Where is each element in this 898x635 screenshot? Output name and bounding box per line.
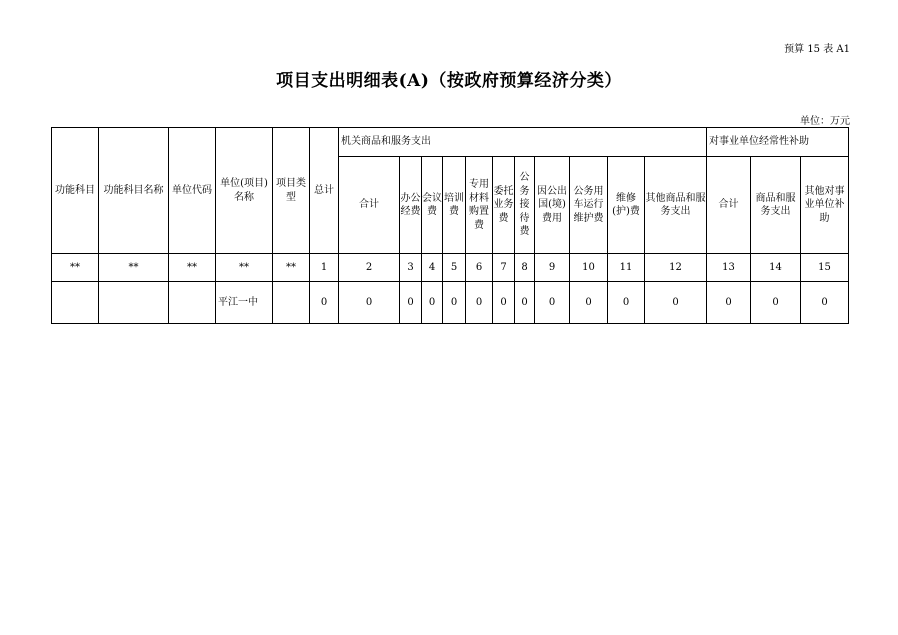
unit-label: 单位：万元 — [800, 116, 850, 127]
table-cell: 0 — [570, 282, 608, 324]
table-code: 预算 15 表 A1 — [784, 44, 850, 55]
table-row — [52, 282, 849, 324]
table-cell: 0 — [400, 282, 422, 324]
table-cell: 0 — [535, 282, 570, 324]
table-cell: 0 — [707, 282, 751, 324]
header-unit-name: 单位(项目)名称 — [216, 128, 273, 254]
table-cell: 13 — [707, 254, 751, 282]
index-row — [52, 254, 849, 282]
table-cell: 0 — [422, 282, 443, 324]
table-cell: 5 — [443, 254, 466, 282]
table-cell: 0 — [515, 282, 535, 324]
group-header-agency: 机关商品和服务支出 — [339, 128, 707, 157]
header-commission: 委托业务费 — [493, 157, 515, 254]
header-reception: 公务接待费 — [515, 157, 535, 254]
table-cell: 8 — [515, 254, 535, 282]
header-other-subsidy: 其他对事业单位补助 — [801, 157, 849, 254]
table-cell: ** — [52, 254, 99, 282]
table-cell: 0 — [339, 282, 400, 324]
header-proj-type: 项目类型 — [273, 128, 310, 254]
table-cell: 6 — [466, 254, 493, 282]
header-meeting: 会议费 — [422, 157, 443, 254]
table-cell: 0 — [493, 282, 515, 324]
header-total: 总计 — [310, 128, 339, 254]
header-repair: 维修(护)费 — [608, 157, 645, 254]
header-unit-code: 单位代码 — [169, 128, 216, 254]
table-cell: 4 — [422, 254, 443, 282]
table-cell — [99, 282, 169, 324]
table-cell — [273, 282, 310, 324]
table-cell: 9 — [535, 254, 570, 282]
table-cell: ** — [169, 254, 216, 282]
table-cell: 1 — [310, 254, 339, 282]
table-cell-unit-name: 平江一中 — [216, 282, 273, 324]
table-cell: 0 — [751, 282, 801, 324]
table-cell: 0 — [310, 282, 339, 324]
table-cell: 10 — [570, 254, 608, 282]
table-cell: 0 — [645, 282, 707, 324]
table-cell: ** — [216, 254, 273, 282]
table-cell — [169, 282, 216, 324]
table-cell: 0 — [466, 282, 493, 324]
header-materials: 专用材料购置费 — [466, 157, 493, 254]
header-vehicle: 公务用车运行维护费 — [570, 157, 608, 254]
header-abroad: 因公出国(境)费用 — [535, 157, 570, 254]
table-cell: 2 — [339, 254, 400, 282]
table-cell: ** — [99, 254, 169, 282]
header-other-goods: 其他商品和服务支出 — [645, 157, 707, 254]
header-office: 办公经费 — [400, 157, 422, 254]
table-cell: ** — [273, 254, 310, 282]
table-cell: 3 — [400, 254, 422, 282]
table-cell: 12 — [645, 254, 707, 282]
table-cell: 0 — [608, 282, 645, 324]
group-header-subsidy: 对事业单位经常性补助 — [707, 128, 849, 157]
header-sub-total-a: 合计 — [339, 157, 400, 254]
table-cell: 15 — [801, 254, 849, 282]
table-cell: 14 — [751, 254, 801, 282]
table-cell: 7 — [493, 254, 515, 282]
header-goods-services: 商品和服务支出 — [751, 157, 801, 254]
table-cell: 0 — [443, 282, 466, 324]
header-sub-total-b: 合计 — [707, 157, 751, 254]
expenditure-table — [51, 127, 849, 324]
table-cell: 11 — [608, 254, 645, 282]
page-title: 项目支出明细表(A)（按政府预算经济分类） — [276, 71, 622, 91]
table-cell: 0 — [801, 282, 849, 324]
table-cell — [52, 282, 99, 324]
header-training: 培训费 — [443, 157, 466, 254]
header-func-name: 功能科目名称 — [99, 128, 169, 254]
header-func-code: 功能科目 — [52, 128, 99, 254]
